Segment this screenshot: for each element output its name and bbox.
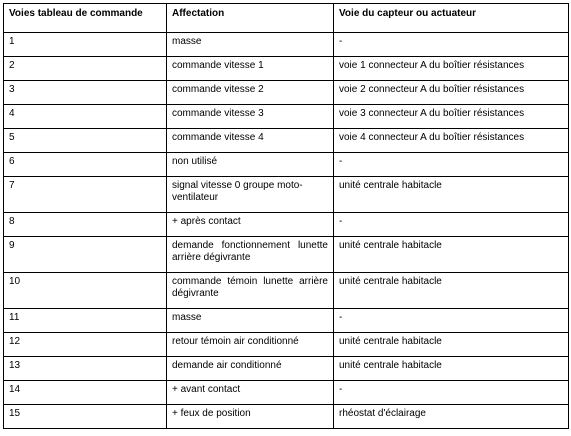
cell-voie: 13 (4, 357, 167, 381)
table-row (4, 57, 569, 81)
cell-capteur: - (334, 309, 569, 333)
header-voies: Voies tableau de commande (4, 4, 167, 33)
cell-affectation: commande vitesse 2 (167, 81, 334, 105)
table-row (4, 153, 569, 177)
table-row (4, 381, 569, 405)
cell-affectation: masse (167, 33, 334, 57)
cell-capteur: rhéostat d'éclairage (334, 405, 569, 429)
cell-affectation: retour témoin air conditionné (167, 333, 334, 357)
cell-voie: 8 (4, 213, 167, 237)
cell-affectation: masse (167, 309, 334, 333)
cell-affectation: non utilisé (167, 153, 334, 177)
header-voie-capteur: Voie du capteur ou actuateur (334, 4, 569, 33)
cell-capteur: voie 4 connecteur A du boîtier résistances (334, 129, 569, 153)
cell-voie: 15 (4, 405, 167, 429)
cell-capteur: unité centrale habitacle (334, 237, 569, 273)
cell-affectation: + avant contact (167, 381, 334, 405)
table-row (4, 81, 569, 105)
cell-capteur: unité centrale habitacle (334, 357, 569, 381)
table-row (4, 309, 569, 333)
cell-voie: 12 (4, 333, 167, 357)
table-row (4, 129, 569, 153)
cell-voie: 3 (4, 81, 167, 105)
cell-voie: 14 (4, 381, 167, 405)
cell-capteur: - (334, 381, 569, 405)
cell-voie: 7 (4, 177, 167, 213)
cell-capteur: unité centrale habitacle (334, 273, 569, 309)
cell-affectation: + feux de position (167, 405, 334, 429)
cell-capteur: - (334, 213, 569, 237)
table-header-row (4, 4, 569, 33)
cell-voie: 10 (4, 273, 167, 309)
pin-assignment-table (3, 3, 569, 429)
cell-capteur: voie 2 connecteur A du boîtier résistances (334, 81, 569, 105)
cell-capteur: voie 3 connecteur A du boîtier résistances (334, 105, 569, 129)
cell-voie: 5 (4, 129, 167, 153)
cell-affectation: + après contact (167, 213, 334, 237)
cell-capteur: - (334, 153, 569, 177)
table-row (4, 405, 569, 429)
cell-affectation: demande air conditionné (167, 357, 334, 381)
cell-affectation: commande vitesse 1 (167, 57, 334, 81)
cell-voie: 11 (4, 309, 167, 333)
table-row (4, 333, 569, 357)
cell-voie: 6 (4, 153, 167, 177)
cell-affectation: commande vitesse 3 (167, 105, 334, 129)
cell-affectation: demande fonctionnement lunette arrière dégivrante (167, 237, 334, 273)
cell-affectation: commande vitesse 4 (167, 129, 334, 153)
cell-capteur: unité centrale habitacle (334, 333, 569, 357)
table-row (4, 273, 569, 309)
table-row (4, 237, 569, 273)
cell-voie: 4 (4, 105, 167, 129)
table-row (4, 357, 569, 381)
cell-affectation: signal vitesse 0 groupe moto-ventilateur (167, 177, 334, 213)
cell-capteur: voie 1 connecteur A du boîtier résistances (334, 57, 569, 81)
cell-affectation: commande témoin lunette arrière dégivrante (167, 273, 334, 309)
table-row (4, 177, 569, 213)
table-row (4, 105, 569, 129)
cell-voie: 1 (4, 33, 167, 57)
cell-voie: 9 (4, 237, 167, 273)
cell-voie: 2 (4, 57, 167, 81)
cell-capteur: - (334, 33, 569, 57)
header-affectation: Affectation (167, 4, 334, 33)
table-row (4, 213, 569, 237)
table-row (4, 33, 569, 57)
cell-capteur: unité centrale habitacle (334, 177, 569, 213)
